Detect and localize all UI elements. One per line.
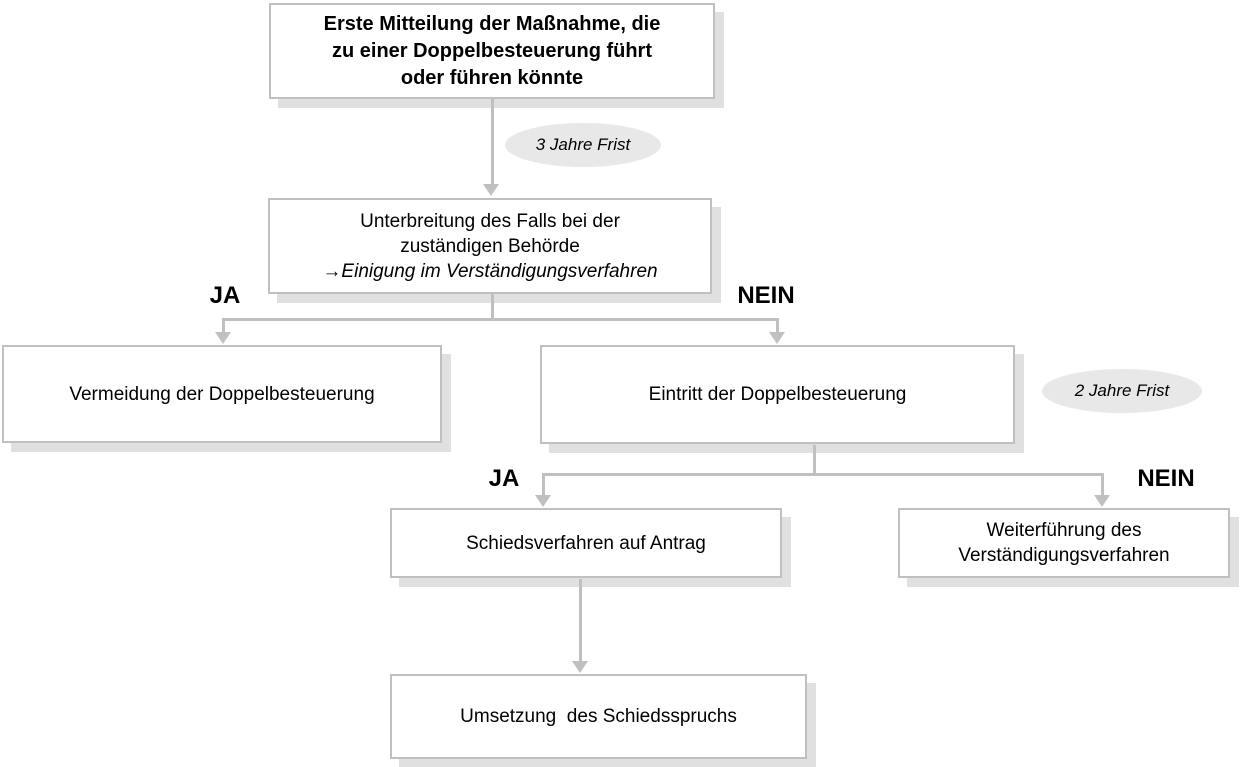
connector-line <box>542 473 545 496</box>
arrow-head-icon <box>535 495 551 507</box>
node-text-line: Vermeidung der Doppelbesteuerung <box>69 383 375 405</box>
label-ja-branch2: JA <box>488 465 520 492</box>
arrow-head-icon <box>572 661 588 673</box>
badge-3-jahre-frist <box>505 123 661 167</box>
node-text-line: Unterbreitung des Falls bei der <box>360 210 620 232</box>
connector-line <box>222 318 225 333</box>
node-weiterfuehrung <box>898 508 1230 578</box>
connector-line <box>222 318 779 321</box>
connector-line <box>491 294 494 321</box>
badge-2-jahre-frist <box>1042 369 1202 413</box>
node-text-line: Erste Mitteilung der Maßnahme, die <box>323 12 661 35</box>
connector-line <box>542 473 1104 476</box>
node-text-line: zu einer Doppelbesteuerung führt <box>331 39 653 62</box>
node-text-line: Eintritt der Doppelbesteuerung <box>648 384 907 405</box>
node-vermeidung <box>2 345 442 443</box>
label-ja-branch1: JA <box>209 282 241 309</box>
node-text-line: Schiedsverfahren auf Antrag <box>466 532 706 554</box>
connector-line <box>813 445 816 476</box>
connector-line <box>579 579 582 662</box>
node-text-line: Weiterführung des <box>986 520 1142 541</box>
label-nein-branch1: NEIN <box>737 282 795 309</box>
arrow-head-icon <box>1094 495 1110 507</box>
node-text-line: zuständigen Behörde <box>400 235 580 257</box>
node-text-line: Umsetzung des Schiedsspruchs <box>460 706 737 727</box>
node-erste-mitteilung <box>269 3 715 99</box>
connector-line <box>491 99 494 185</box>
arrow-head-icon <box>769 332 785 344</box>
node-text-line: oder führen könnte <box>400 66 584 89</box>
node-text-line: Verständigungsverfahren <box>958 545 1170 566</box>
node-eintritt <box>540 345 1015 444</box>
node-unterbreitung <box>268 198 712 294</box>
node-umsetzung <box>390 674 807 759</box>
arrow-head-icon <box>483 184 499 196</box>
label-nein-branch2: NEIN <box>1137 465 1195 492</box>
connector-line <box>776 318 779 333</box>
arrow-head-icon <box>215 332 231 344</box>
connector-line <box>1101 473 1104 496</box>
node-schiedsverfahren <box>390 508 782 578</box>
badge-text: 3 Jahre Frist <box>535 135 631 154</box>
node-text-line-italic: →Einigung im Verständigungsverfahren <box>322 260 658 282</box>
badge-text: 2 Jahre Frist <box>1074 381 1170 400</box>
